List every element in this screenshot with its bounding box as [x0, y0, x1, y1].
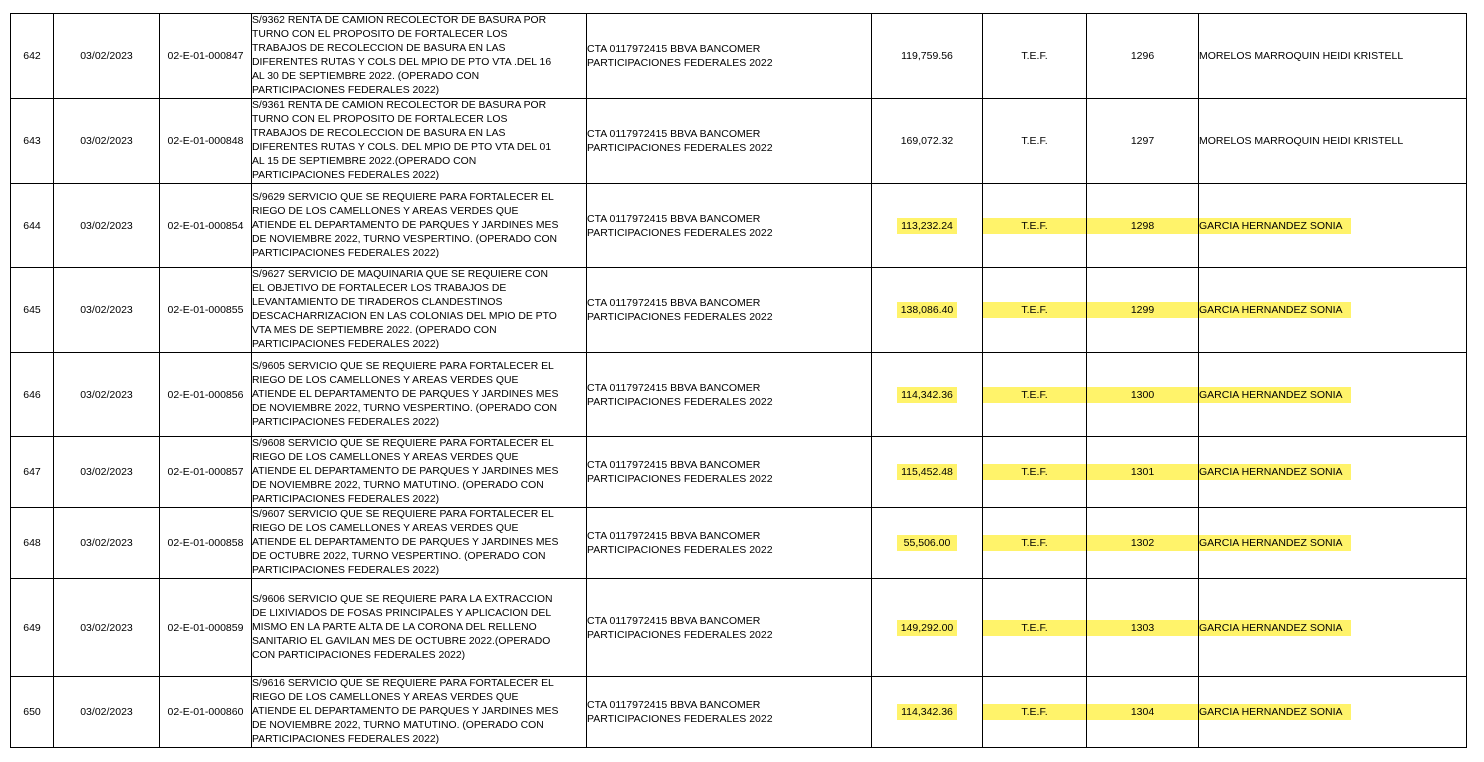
- description-line: SANITARIO EL GAVILAN MES DE OCTUBRE 2022.(OPERADO: [252, 635, 551, 647]
- description-line: S/9607 SERVICIO QUE SE REQUIERE PARA FORTALECER EL: [252, 509, 554, 520]
- cell-folio: 02-E-01-000860: [160, 677, 252, 748]
- description-line: S/9629 SERVICIO QUE SE REQUIERE PARA FORTALECER EL: [252, 191, 554, 203]
- cell-date: 03/02/2023: [54, 677, 160, 748]
- cell-date: 03/02/2023: [54, 353, 160, 437]
- cell-beneficiary-text: GARCIA HERNANDEZ SONIA: [1199, 388, 1343, 401]
- description-line: LEVANTAMIENTO DE TIRADEROS CLANDESTINOS: [252, 297, 503, 308]
- cell-beneficiary-text: GARCIA HERNANDEZ SONIA: [1199, 621, 1343, 634]
- account-line: CTA 0117972415 BBVA BANCOMER: [587, 614, 761, 627]
- description-line: DE NOVIEMBRE 2022, TURNO VESPERTINO. (OPERADO CON: [252, 402, 558, 414]
- description-line: RIEGO DE LOS CAMELLONES Y AREAS VERDES QUE: [252, 374, 519, 386]
- description-line: PARTICIPACIONES FEDERALES 2022): [252, 170, 440, 181]
- cell-amount: [872, 99, 983, 184]
- table-row: [11, 579, 1467, 677]
- cell-description: [252, 99, 587, 184]
- description-line: ATIENDE EL DEPARTAMENTO DE PARQUES Y JARDINES MES: [252, 466, 559, 477]
- cell-reference-text: 1304: [1130, 706, 1155, 718]
- cell-amount-text: 149,292.00: [900, 621, 954, 634]
- cell-folio: 02-E-01-000848: [160, 99, 252, 184]
- table-row: [11, 508, 1467, 579]
- payments-table: [10, 13, 1467, 748]
- cell-date: 03/02/2023: [54, 579, 160, 677]
- description-line: RIEGO DE LOS CAMELLONES Y AREAS VERDES QUE: [252, 452, 519, 463]
- cell-description: [252, 677, 587, 748]
- account-line: CTA 0117972415 BBVA BANCOMER: [587, 530, 761, 542]
- cell-number: 650: [11, 677, 54, 748]
- cell-reference-text: 1298: [1130, 219, 1155, 232]
- cell-account: [587, 508, 872, 579]
- cell-account: [587, 184, 872, 268]
- cell-number: 649: [11, 579, 54, 677]
- cell-payment-method-text: T.E.F.: [1021, 304, 1048, 316]
- cell-reference: [1087, 99, 1199, 184]
- cell-description: [252, 14, 587, 99]
- description-line: S/9627 SERVICIO DE MAQUINARIA QUE SE REQUIERE CON: [252, 269, 549, 280]
- table-row: [11, 677, 1467, 748]
- cell-number: 647: [11, 437, 54, 508]
- description-line: S/9361 RENTA DE CAMION RECOLECTOR DE BASURA POR: [252, 100, 547, 111]
- cell-amount-text: 113,232.24: [901, 219, 953, 232]
- description-line: ATIENDE EL DEPARTAMENTO DE PARQUES Y JARDINES MES: [252, 388, 559, 400]
- cell-payment-method-text: T.E.F.: [1021, 388, 1048, 401]
- account-line: PARTICIPACIONES FEDERALES 2022: [587, 57, 773, 69]
- cell-description: [252, 508, 587, 579]
- cell-beneficiary: [1199, 184, 1467, 268]
- cell-number: 645: [11, 268, 54, 353]
- description-line: DE NOVIEMBRE 2022, TURNO MATUTINO. (OPERADO CON: [252, 480, 544, 491]
- cell-description: [252, 353, 587, 437]
- cell-beneficiary-text: GARCIA HERNANDEZ SONIA: [1199, 706, 1343, 718]
- cell-reference: [1087, 677, 1199, 748]
- description-line: EL OBJETIVO DE FORTALECER LOS TRABAJOS DE: [252, 283, 507, 294]
- description-line: TRABAJOS DE RECOLECCION DE BASURA EN LAS: [252, 128, 506, 139]
- cell-amount: [872, 268, 983, 353]
- description-line: RIEGO DE LOS CAMELLONES Y AREAS VERDES QUE: [252, 692, 519, 703]
- description-line: AL 30 DE SEPTIEMBRE 2022. (OPERADO CON: [252, 71, 480, 82]
- description-line: DE LIXIVIADOS DE FOSAS PRINCIPALES Y APLICACION DEL: [252, 607, 552, 619]
- description-line: TURNO CON EL PROPOSITO DE FORTALECER LOS: [252, 29, 508, 40]
- cell-beneficiary: [1199, 579, 1467, 677]
- cell-date: 03/02/2023: [54, 14, 160, 99]
- cell-description: [252, 579, 587, 677]
- table-body: [11, 14, 1467, 748]
- cell-amount: [872, 437, 983, 508]
- cell-amount: [872, 353, 983, 437]
- cell-payment-method-text: T.E.F.: [1021, 50, 1048, 62]
- cell-reference-text: 1301: [1130, 466, 1155, 478]
- cell-beneficiary: [1199, 268, 1467, 353]
- cell-reference-text: 1300: [1130, 388, 1155, 401]
- cell-payment-method: [983, 677, 1087, 748]
- cell-account: [587, 353, 872, 437]
- cell-folio: 02-E-01-000855: [160, 268, 252, 353]
- account-line: PARTICIPACIONES FEDERALES 2022: [587, 142, 773, 154]
- cell-folio: 02-E-01-000858: [160, 508, 252, 579]
- cell-account: [587, 268, 872, 353]
- description-line: CON PARTICIPACIONES FEDERALES 2022): [252, 649, 466, 661]
- cell-amount-text: 138,086.40: [900, 304, 954, 316]
- cell-account: [587, 14, 872, 99]
- description-line: S/9605 SERVICIO QUE SE REQUIERE PARA FORTALECER EL: [252, 360, 554, 372]
- cell-description: [252, 268, 587, 353]
- description-line: VTA MES DE SEPTIEMBRE 2022. (OPERADO CON: [252, 325, 497, 336]
- description-line: ATIENDE EL DEPARTAMENTO DE PARQUES Y JARDINES MES: [252, 537, 559, 548]
- cell-folio: 02-E-01-000847: [160, 14, 252, 99]
- account-line: CTA 0117972415 BBVA BANCOMER: [587, 381, 761, 394]
- cell-amount: [872, 14, 983, 99]
- table-row: [11, 437, 1467, 508]
- description-line: S/9616 SERVICIO QUE SE REQUIERE PARA FORTALECER EL: [252, 678, 554, 689]
- description-line: AL 15 DE SEPTIEMBRE 2022.(OPERADO CON: [252, 156, 477, 167]
- cell-account: [587, 579, 872, 677]
- account-line: PARTICIPACIONES FEDERALES 2022: [587, 226, 773, 239]
- cell-beneficiary-text: GARCIA HERNANDEZ SONIA: [1199, 219, 1343, 232]
- cell-reference: [1087, 353, 1199, 437]
- cell-number: 646: [11, 353, 54, 437]
- cell-payment-method-text: T.E.F.: [1021, 706, 1048, 718]
- cell-amount-text: 169,072.32: [900, 135, 954, 147]
- cell-reference: [1087, 184, 1199, 268]
- cell-reference-text: 1296: [1130, 50, 1155, 62]
- description-line: DE NOVIEMBRE 2022, TURNO VESPERTINO. (OPERADO CON: [252, 233, 558, 245]
- cell-payment-method: [983, 437, 1087, 508]
- cell-description: [252, 184, 587, 268]
- cell-beneficiary-text: GARCIA HERNANDEZ SONIA: [1199, 466, 1343, 478]
- cell-number: 642: [11, 14, 54, 99]
- cell-reference: [1087, 508, 1199, 579]
- cell-payment-method-text: T.E.F.: [1021, 621, 1048, 634]
- cell-payment-method-text: T.E.F.: [1021, 219, 1048, 232]
- account-line: PARTICIPACIONES FEDERALES 2022: [587, 311, 773, 323]
- description-line: TRABAJOS DE RECOLECCION DE BASURA EN LAS: [252, 43, 506, 54]
- cell-beneficiary: [1199, 437, 1467, 508]
- cell-payment-method: [983, 508, 1087, 579]
- cell-account: [587, 437, 872, 508]
- cell-amount-text: 114,342.36: [901, 388, 953, 401]
- cell-beneficiary: [1199, 353, 1467, 437]
- cell-amount-text: 119,759.56: [901, 50, 953, 62]
- cell-payment-method: [983, 579, 1087, 677]
- table-row: [11, 99, 1467, 184]
- cell-reference-text: 1299: [1130, 304, 1155, 316]
- table-row: [11, 268, 1467, 353]
- cell-payment-method: [983, 184, 1087, 268]
- cell-payment-method-text: T.E.F.: [1021, 135, 1048, 147]
- cell-beneficiary: [1199, 14, 1467, 99]
- description-line: DIFERENTES RUTAS Y COLS. DEL MPIO DE PTO VTA DEL 01: [252, 142, 552, 153]
- cell-payment-method: [983, 14, 1087, 99]
- description-line: PARTICIPACIONES FEDERALES 2022): [252, 734, 440, 745]
- description-line: S/9362 RENTA DE CAMION RECOLECTOR DE BASURA POR: [252, 15, 547, 26]
- cell-amount-text: 55,506.00: [903, 537, 951, 549]
- description-line: PARTICIPACIONES FEDERALES 2022): [252, 565, 440, 576]
- description-line: PARTICIPACIONES FEDERALES 2022): [252, 85, 440, 96]
- cell-reference: [1087, 14, 1199, 99]
- cell-payment-method: [983, 353, 1087, 437]
- cell-payment-method-text: T.E.F.: [1021, 466, 1048, 478]
- cell-reference: [1087, 268, 1199, 353]
- cell-folio: 02-E-01-000856: [160, 353, 252, 437]
- description-line: RIEGO DE LOS CAMELLONES Y AREAS VERDES QUE: [252, 523, 519, 534]
- cell-date: 03/02/2023: [54, 437, 160, 508]
- description-line: ATIENDE EL DEPARTAMENTO DE PARQUES Y JARDINES MES: [252, 219, 559, 231]
- description-line: S/9608 SERVICIO QUE SE REQUIERE PARA FORTALECER EL: [252, 438, 554, 449]
- cell-folio: 02-E-01-000857: [160, 437, 252, 508]
- description-line: DE NOVIEMBRE 2022, TURNO MATUTINO. (OPERADO CON: [252, 720, 544, 731]
- cell-beneficiary: [1199, 99, 1467, 184]
- description-line: DIFERENTES RUTAS Y COLS DEL MPIO DE PTO VTA .DEL 16: [252, 57, 552, 68]
- account-line: CTA 0117972415 BBVA BANCOMER: [587, 43, 761, 55]
- cell-number: 644: [11, 184, 54, 268]
- cell-beneficiary-text: MORELOS MARROQUIN HEIDI KRISTELL: [1199, 50, 1404, 62]
- description-line: PARTICIPACIONES FEDERALES 2022): [252, 416, 440, 428]
- account-line: PARTICIPACIONES FEDERALES 2022: [587, 713, 773, 725]
- cell-reference-text: 1302: [1130, 537, 1155, 549]
- cell-amount-text: 114,342.36: [901, 706, 953, 718]
- description-line: DESCACHARRIZACION EN LAS COLONIAS DEL MPIO DE PTO: [252, 311, 557, 322]
- account-line: PARTICIPACIONES FEDERALES 2022: [587, 395, 773, 408]
- cell-beneficiary: [1199, 508, 1467, 579]
- cell-amount: [872, 579, 983, 677]
- description-line: PARTICIPACIONES FEDERALES 2022): [252, 247, 440, 259]
- cell-reference: [1087, 579, 1199, 677]
- table-row: [11, 184, 1467, 268]
- account-line: CTA 0117972415 BBVA BANCOMER: [587, 128, 761, 140]
- account-line: CTA 0117972415 BBVA BANCOMER: [587, 297, 761, 309]
- cell-date: 03/02/2023: [54, 99, 160, 184]
- cell-beneficiary-text: GARCIA HERNANDEZ SONIA: [1199, 304, 1343, 316]
- account-line: PARTICIPACIONES FEDERALES 2022: [587, 473, 773, 485]
- description-line: RIEGO DE LOS CAMELLONES Y AREAS VERDES QUE: [252, 205, 519, 217]
- cell-reference-text: 1303: [1130, 621, 1155, 634]
- cell-payment-method: [983, 99, 1087, 184]
- cell-date: 03/02/2023: [54, 184, 160, 268]
- cell-reference: [1087, 437, 1199, 508]
- cell-amount: [872, 677, 983, 748]
- description-line: DE OCTUBRE 2022, TURNO VESPERTINO. (OPERADO CON: [252, 551, 546, 562]
- table-row: [11, 14, 1467, 99]
- description-line: MISMO EN LA PARTE ALTA DE LA CORONA DEL RELLENO: [252, 621, 537, 633]
- table-row: [11, 353, 1467, 437]
- cell-number: 648: [11, 508, 54, 579]
- description-line: ATIENDE EL DEPARTAMENTO DE PARQUES Y JARDINES MES: [252, 706, 559, 717]
- cell-description: [252, 437, 587, 508]
- account-line: CTA 0117972415 BBVA BANCOMER: [587, 699, 761, 711]
- account-line: PARTICIPACIONES FEDERALES 2022: [587, 544, 773, 556]
- account-line: CTA 0117972415 BBVA BANCOMER: [587, 212, 761, 225]
- cell-date: 03/02/2023: [54, 508, 160, 579]
- cell-amount-text: 115,452.48: [901, 466, 953, 478]
- cell-account: [587, 677, 872, 748]
- cell-beneficiary-text: GARCIA HERNANDEZ SONIA: [1199, 537, 1343, 549]
- description-line: PARTICIPACIONES FEDERALES 2022): [252, 339, 440, 350]
- description-line: S/9606 SERVICIO QUE SE REQUIERE PARA LA EXTRACCION: [252, 593, 553, 605]
- account-line: PARTICIPACIONES FEDERALES 2022: [587, 628, 773, 641]
- cell-folio: 02-E-01-000854: [160, 184, 252, 268]
- cell-amount: [872, 508, 983, 579]
- description-line: TURNO CON EL PROPOSITO DE FORTALECER LOS: [252, 114, 508, 125]
- cell-number: 643: [11, 99, 54, 184]
- cell-payment-method-text: T.E.F.: [1021, 537, 1048, 549]
- cell-beneficiary: [1199, 677, 1467, 748]
- cell-payment-method: [983, 268, 1087, 353]
- cell-reference-text: 1297: [1130, 135, 1155, 147]
- cell-amount: [872, 184, 983, 268]
- cell-beneficiary-text: MORELOS MARROQUIN HEIDI KRISTELL: [1199, 135, 1404, 147]
- account-line: CTA 0117972415 BBVA BANCOMER: [587, 459, 761, 471]
- cell-account: [587, 99, 872, 184]
- cell-date: 03/02/2023: [54, 268, 160, 353]
- description-line: PARTICIPACIONES FEDERALES 2022): [252, 494, 440, 505]
- cell-folio: 02-E-01-000859: [160, 579, 252, 677]
